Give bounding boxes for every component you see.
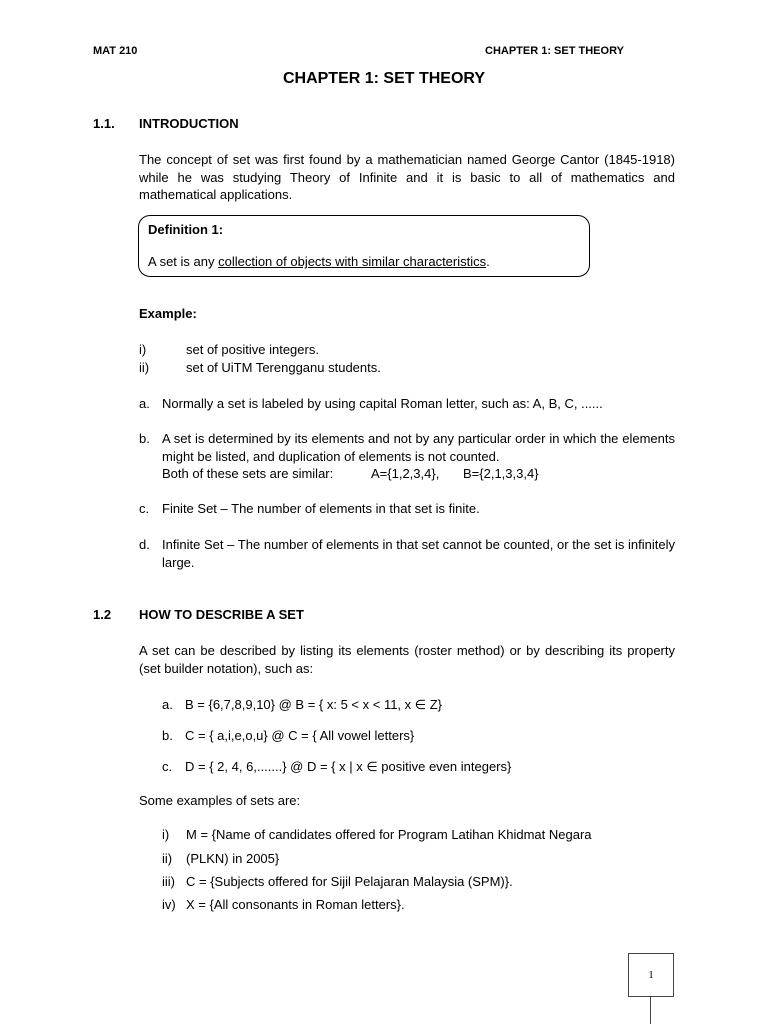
list-item: M = {Name of candidates offered for Program Latihan Khidmat Negara <box>186 827 592 842</box>
list-item-label: d. <box>139 537 150 552</box>
definition-text-start: A set is any <box>148 254 219 269</box>
section-number: 1.1. <box>93 116 115 131</box>
list-item: A set is determined by its elements and not by any particular order in which the elements might be listed, and duplication of elements is not counted. <box>162 431 675 464</box>
list-item: C = { a,i,e,o,u} @ C = { All vowel letters} <box>185 728 415 743</box>
list-item: Normally a set is labeled by using capital Roman letter, such as: A, B, C, ...... <box>162 396 603 411</box>
list-item: Finite Set – The number of elements in that set is finite. <box>162 501 480 516</box>
list-item: X = {All consonants in Roman letters}. <box>186 897 405 912</box>
list-item: B = {6,7,8,9,10} @ B = { x: 5 < x < 11, x ∈ Z} <box>185 697 442 712</box>
list-item-label: iv) <box>162 897 176 912</box>
describe-paragraph: A set can be described by listing its elements (roster method) or by describing its property (set builder notation), such as: <box>139 643 675 676</box>
intro-paragraph: The concept of set was first found by a mathematician named George Cantor (1845-1918) while he was studying Theory of Infinite and it is basic to all of mathematics and mathematical applications. <box>139 152 675 202</box>
examples-intro: Some examples of sets are: <box>139 793 301 808</box>
list-item: set of positive integers. <box>186 342 319 357</box>
header-chapter: CHAPTER 1: SET THEORY <box>485 45 624 57</box>
section-number: 1.2 <box>93 607 112 622</box>
list-item-label: i) <box>139 342 147 357</box>
list-item: (PLKN) in 2005} <box>186 851 280 866</box>
section-heading: INTRODUCTION <box>139 116 239 131</box>
list-item: C = {Subjects offered for Sijil Pelajaran Malaysia (SPM)}. <box>186 874 513 889</box>
page-number-line <box>650 996 651 1024</box>
list-item-label: b. <box>162 728 173 743</box>
list-item: set of UiTM Terengganu students. <box>186 360 381 375</box>
section-heading: HOW TO DESCRIBE A SET <box>139 607 304 622</box>
list-item-label: a. <box>162 697 173 712</box>
list-item-label: i) <box>162 827 170 842</box>
list-item-label: ii) <box>162 851 173 866</box>
list-item-label: ii) <box>139 360 150 375</box>
set-b: B={2,1,3,3,4} <box>463 466 539 481</box>
list-item-label: a. <box>139 396 150 411</box>
definition-text-end: . <box>486 254 490 269</box>
set-a: A={1,2,3,4}, <box>371 466 440 481</box>
list-item: Infinite Set – The number of elements in that set cannot be counted, or the set is infinitely large. <box>162 537 675 570</box>
definition-title: Definition 1: <box>148 222 224 237</box>
list-item-label: b. <box>139 431 150 446</box>
example-heading: Example: <box>139 306 197 321</box>
list-item-label: c. <box>162 759 173 774</box>
header-course-code: MAT 210 <box>93 45 138 57</box>
list-item: D = { 2, 4, 6,.......} @ D = { x | x ∈ positive even integers} <box>185 759 512 774</box>
definition-underlined: collection of objects with similar characteristics <box>218 254 487 269</box>
list-item-label: iii) <box>162 874 175 889</box>
definition-text <box>148 254 490 269</box>
page-title: CHAPTER 1: SET THEORY <box>282 70 486 87</box>
list-item-label: c. <box>139 501 150 516</box>
page-number: 1 <box>628 953 674 997</box>
list-item-note: Both of these sets are similar: <box>162 466 334 481</box>
